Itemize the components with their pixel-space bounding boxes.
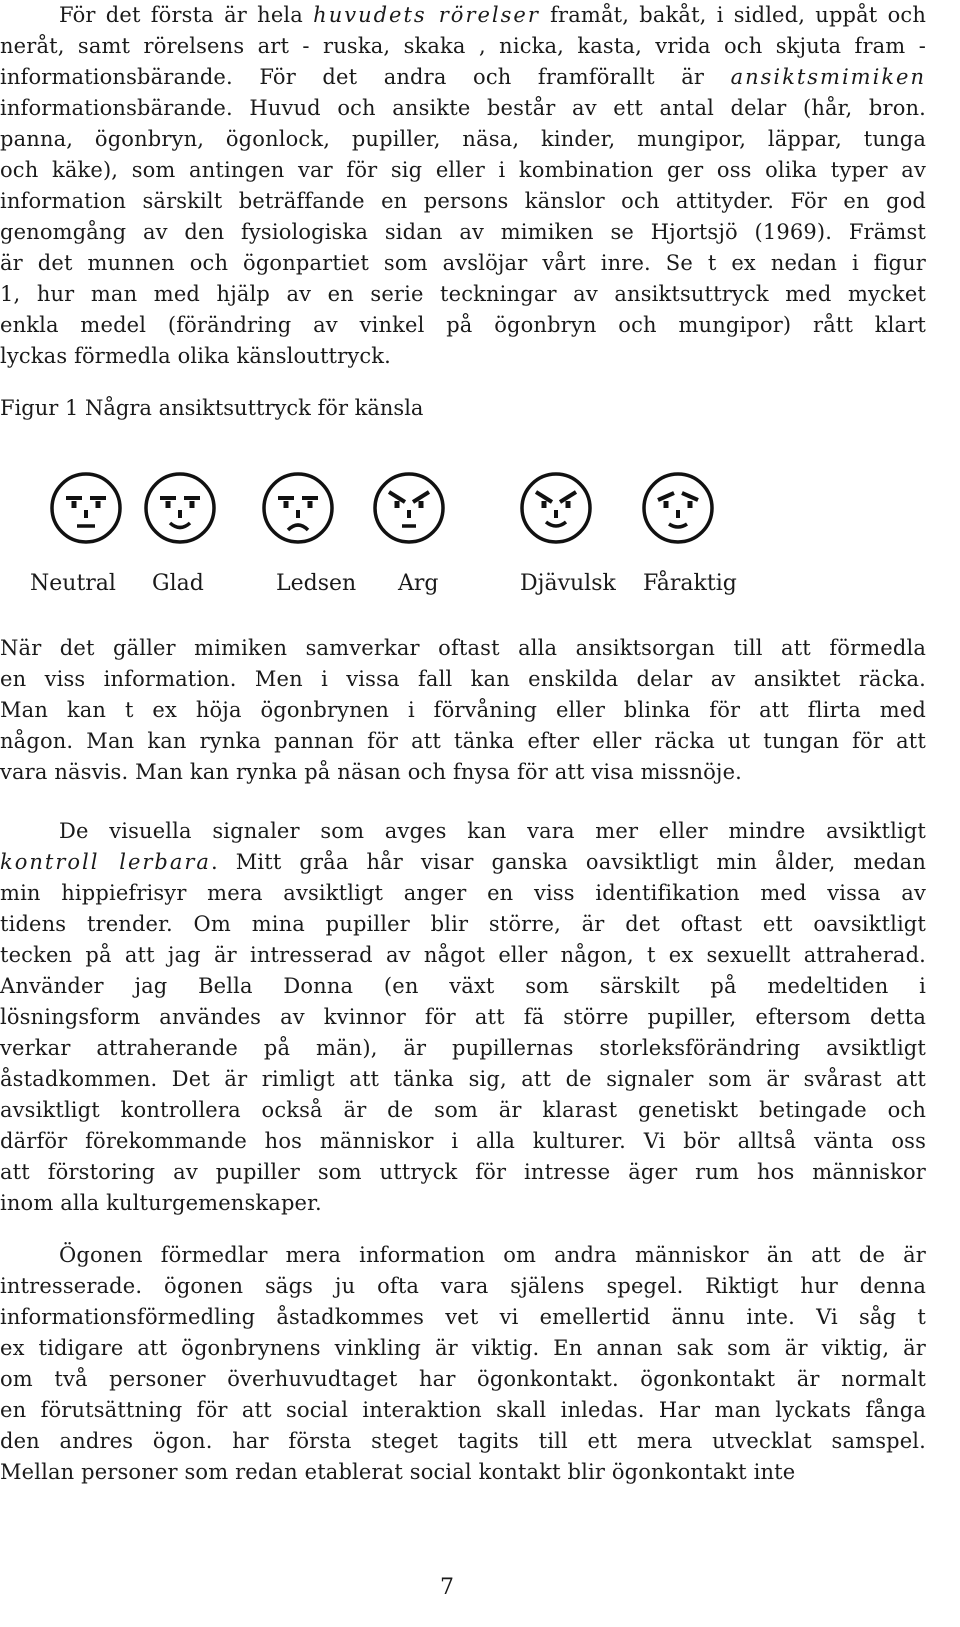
- nose: [84, 510, 88, 518]
- face-label-arg: Arg: [398, 571, 439, 596]
- nose: [296, 510, 300, 518]
- paragraph1-line: informationsbärande. Huvud och ansikte består av ett antal delar (hår, bron.: [0, 96, 926, 120]
- eye: [395, 501, 400, 508]
- faces-illustration: [0, 462, 926, 572]
- eye: [688, 501, 693, 508]
- paragraph3-line: min hippiefrisyr mera avsiktligt anger en viss identifikation med vissa av: [0, 881, 926, 905]
- paragraph1-line: genomgång av den fysiologiska sidan av mimiken se Hjortsjö (1969). Främst: [0, 220, 926, 244]
- paragraph1-line: lyckas förmedla olika känslouttryck.: [0, 344, 391, 368]
- face-happy: [146, 474, 214, 542]
- eye: [664, 501, 669, 508]
- eye: [419, 501, 424, 508]
- paragraph1-line: är det munnen och ögonpartiet som avslöjar vårt inre. Se t ex nedan i figur: [0, 251, 926, 275]
- face-outline: [264, 474, 332, 542]
- paragraph2-line: Man kan t ex höja ögonbrynen i förvåning eller blinka för att flirta med: [0, 698, 926, 722]
- paragraph4-line: ex tidigare att ögonbrynens vinkling är viktig. En annan sak som är viktig, är: [0, 1336, 926, 1360]
- paragraph3-line: lösningsform användes av kvinnor för att fä större pupiller, eftersom detta: [0, 1005, 926, 1029]
- paragraph1-line: enkla medel (förändring av vinkel på ögonbryn och mungipor) rått klart: [0, 313, 926, 337]
- paragraph-3: [0, 816, 926, 1219]
- figure-faces: [0, 462, 926, 572]
- face-outline: [522, 474, 590, 542]
- eye: [166, 501, 171, 508]
- paragraph3-line: tidens trender. Om mina pupiller blir större, är det oftast ett oavsiktligt: [0, 912, 926, 936]
- paragraph2-line: När det gäller mimiken samverkar oftast alla ansiktsorgan till att förmedla: [0, 636, 926, 660]
- paragraph4-line: Mellan personer som redan etablerat social kontakt blir ögonkontakt inte: [0, 1460, 796, 1484]
- face-sad: [264, 474, 332, 542]
- figure-caption: Figur 1 Några ansiktsuttryck för känsla: [0, 396, 424, 420]
- face-sheepish: [644, 474, 712, 542]
- paragraph4-line: informationsförmedling åstadkommes vet vi emellertid ännu inte. Vi såg t: [0, 1305, 926, 1329]
- face-label-djavulsk: Djävulsk: [520, 571, 616, 596]
- paragraph1-line: informationsbärande. För det andra och framförallt är ansiktsmimiken: [0, 65, 926, 89]
- nose: [178, 510, 182, 518]
- paragraph1-line: För det första är hela huvudets rörelser framåt, bakåt, i sidled, uppåt och: [59, 3, 926, 27]
- paragraph3-line: inom alla kulturgemenskaper.: [0, 1191, 322, 1215]
- paragraph-1: [0, 0, 926, 372]
- eye: [72, 501, 77, 508]
- eye: [566, 501, 571, 508]
- face-neutral: [52, 474, 120, 542]
- paragraph4-line: om två personer överhuvudtaget har ögonkontakt. ögonkontakt är normalt: [0, 1367, 926, 1391]
- paragraph3-line: åstadkommen. Det är rimligt att tänka sig, att de signaler som är svårast att: [0, 1067, 926, 1091]
- eye: [542, 501, 547, 508]
- face-outline: [375, 474, 443, 542]
- face-label-neutral: Neutral: [30, 571, 116, 596]
- page-number: 7: [440, 1575, 454, 1600]
- paragraph3-line: tecken på att jag är intresserad av något eller någon, t ex sexuellt attraherad.: [0, 943, 926, 967]
- paragraph3-line: verkar attraherande på män), är pupillernas storleksförändring avsiktligt: [0, 1036, 926, 1060]
- face-label-faraktig: Fåraktig: [643, 571, 737, 596]
- paragraph4-line: en förutsättning för att social interaktion skall inledas. Har man lyckats fånga: [0, 1398, 926, 1422]
- paragraph3-line: Använder jag Bella Donna (en växt som särskilt på medeltiden i: [0, 974, 926, 998]
- face-outline: [52, 474, 120, 542]
- paragraph2-line: någon. Man kan rynka pannan för att tänka efter eller räcka ut tungan för att: [0, 729, 926, 753]
- paragraph3-line: avsiktligt kontrollera också är de som är klarast genetiskt betingade och: [0, 1098, 926, 1122]
- paragraph3-line: kontroll lerbara. Mitt gråa hår visar ganska oavsiktligt min ålder, medan: [0, 850, 926, 874]
- paragraph3-line: De visuella signaler som avges kan vara mer eller mindre avsiktligt: [59, 819, 926, 843]
- face-label-glad: Glad: [152, 571, 204, 596]
- paragraph3-line: att förstoring av pupiller som uttryck för intresse äger rum hos människor: [0, 1160, 926, 1184]
- face-outline: [146, 474, 214, 542]
- paragraph1-line: och käke), som antingen var för sig eller i kombination ger oss olika typer av: [0, 158, 926, 182]
- face-devilish: [522, 474, 590, 542]
- eye: [308, 501, 313, 508]
- face-angry: [375, 474, 443, 542]
- eye: [284, 501, 289, 508]
- nose: [407, 510, 411, 518]
- paragraph1-line: 1, hur man med hjälp av en serie teckningar av ansiktsuttryck med mycket: [0, 282, 926, 306]
- paragraph1-line: information särskilt beträffande en persons känslor och attityder. För en god: [0, 189, 926, 213]
- face-label-ledsen: Ledsen: [276, 571, 357, 596]
- paragraph2-line: en viss information. Men i vissa fall kan enskilda delar av ansiktet räcka.: [0, 667, 926, 691]
- paragraph4-line: den andres ögon. har första steget tagits till ett mera utvecklat samspel.: [0, 1429, 926, 1453]
- nose: [554, 510, 558, 518]
- paragraph-4: [0, 1240, 926, 1488]
- paragraph1-line: neråt, samt rörelsens art - ruska, skaka , nicka, kasta, vrida och skjuta fram -: [0, 34, 926, 58]
- paragraph4-line: intresserade. ögonen sägs ju ofta vara själens spegel. Riktigt hur denna: [0, 1274, 926, 1298]
- paragraph-2: [0, 633, 926, 788]
- eye: [190, 501, 195, 508]
- eye: [96, 501, 101, 508]
- face-outline: [644, 474, 712, 542]
- paragraph4-line: Ögonen förmedlar mera information om andra människor än att de är: [59, 1243, 926, 1267]
- nose: [676, 510, 680, 518]
- paragraph1-line: panna, ögonbryn, ögonlock, pupiller, näsa, kinder, mungipor, läppar, tunga: [0, 127, 926, 151]
- paragraph2-line: vara näsvis. Man kan rynka på näsan och fnysa för att visa missnöje.: [0, 760, 743, 784]
- paragraph3-line: därför förekommande hos människor i alla kulturer. Vi bör alltså vänta oss: [0, 1129, 926, 1153]
